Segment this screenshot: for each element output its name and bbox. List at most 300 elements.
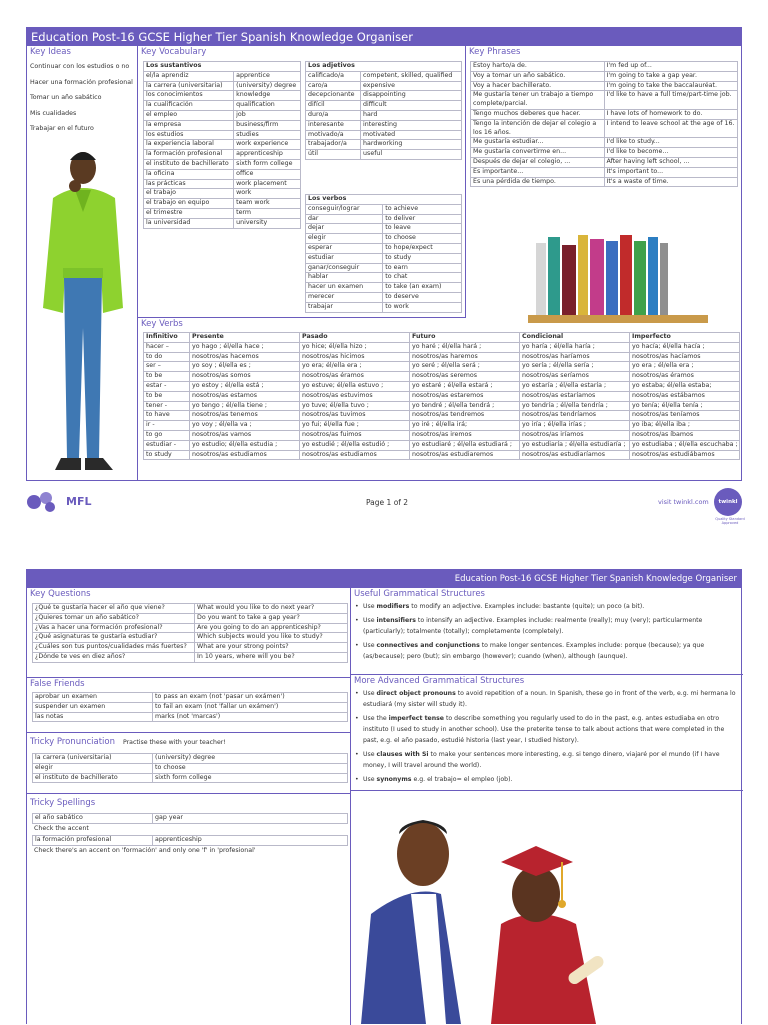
key-idea-item: Mis cualidades [30,109,77,117]
student-illustration [33,138,133,478]
table-cell: to be [144,372,190,382]
table-row [33,623,348,633]
table-cell: los conocimientos [144,91,234,101]
table-cell: yo voy ; él/ella va ; [190,421,300,431]
table-cell: hacer un examen [306,283,383,293]
table-cell: It's a waste of time. [604,177,738,187]
table-row [144,91,301,101]
table-cell: In 10 years, where will you be? [195,652,348,662]
table-cell: nosotros/as íbamos [630,430,740,440]
page-one [26,27,742,481]
table-row [144,150,301,160]
table-row [144,179,301,189]
table-cell: el instituto de bachillerato [33,773,153,783]
table-cell: I intend to leave school at the age of 16. [604,119,738,138]
table-cell: marks (not 'marcas') [153,712,348,722]
twinkl-logo: twinkl [714,488,742,516]
table-cell: university [234,218,301,228]
table-cell: to fail an exam (not 'fallar un exámen') [153,702,348,712]
table-cell: to study [144,450,190,460]
table-header-row [306,195,462,205]
table-cell: trabajador/a [306,140,361,150]
table-cell: nosotros/as seríamos [520,372,630,382]
nouns-table [143,61,301,229]
table-row [144,450,740,460]
spelling-word: el año sabático [33,814,153,824]
table-cell: work experience [234,140,301,150]
table-cell: nosotros/as fuimos [300,430,410,440]
phrases-table [470,61,738,187]
table-row [471,81,738,91]
table-cell: las notas [33,712,153,722]
table-cell: la experiencia laboral [144,140,234,150]
table-cell: calificado/a [306,71,361,81]
table-row [306,130,462,140]
table-row [471,71,738,81]
table-row [144,130,301,140]
table-cell: hacer – [144,342,190,352]
table-row [33,693,348,703]
table-cell: estar - [144,381,190,391]
table-row [144,218,301,228]
table-row [33,702,348,712]
table-cell: yo estudio; él/ella estudia ; [190,440,300,450]
table-row [306,283,462,293]
table-cell: Tengo muchos deberes que hacer. [471,109,605,119]
table-cell: knowledge [234,91,301,101]
pronunciation-table [32,753,348,783]
table-cell: el empleo [144,110,234,120]
table-cell: hard [361,110,462,120]
table-row [306,120,462,130]
verbs-table [305,194,462,313]
table-cell: ser – [144,362,190,372]
key-questions-panel [27,588,350,678]
table-cell: ¿Quieres tomar un año sabático? [33,613,195,623]
table-cell: la carrera (universitaria) [144,81,234,91]
table-cell: useful [361,150,462,160]
table-row [144,391,740,401]
table-cell: I'm fed up of... [604,62,738,72]
key-vocabulary-heading: Key Vocabulary [141,47,207,57]
table-cell: yo estudiaré ; él/ella estudiará ; [410,440,520,450]
table-cell: ¿Cuáles son tus puntos/cualidades más fuertes? [33,643,195,653]
table-cell: nosotros/as éramos [630,372,740,382]
table-cell: studies [234,130,301,140]
table-cell: to work [383,302,462,312]
table-cell: to deserve [383,292,462,302]
table-row [33,652,348,662]
table-row [306,150,462,160]
table-cell: difícil [306,101,361,111]
quality-badge-text: Quality Standard Approved [715,517,745,525]
table-cell: yo estaré ; él/ella estará ; [410,381,520,391]
table-cell: suspender un examen [33,702,153,712]
key-idea-item: Tomar un año sabático [30,94,102,101]
table-cell: tener - [144,401,190,411]
table-cell: la oficina [144,169,234,179]
table-header-row [144,62,301,72]
table-row [471,177,738,187]
spelling-meaning: gap year [153,814,348,824]
table-row [306,204,462,214]
table-row [306,81,462,91]
grammar-tip: • Use intensifiers to intensify an adjective. Examples include: realmente (really); muy (very); particularmente (particularly); totalmente (totally); completamente (completely). [351,615,743,637]
table-cell: el trabajo en equipo [144,199,234,209]
table-cell: yo iría ; él/ella irías ; [520,421,630,431]
table-cell: ganar/conseguir [306,263,383,273]
advanced-grammar-panel [351,675,743,791]
page-title: Education Post-16 GCSE Higher Tier Spanish Knowledge Organiser [27,28,741,46]
page-number: Page 1 of 2 [366,498,409,507]
table-cell: nosotros/as estudiamos [300,450,410,460]
table-row [144,81,301,91]
spellings-table-one [32,813,348,824]
table-cell: el trimestre [144,208,234,218]
table-cell: Es importante... [471,167,605,177]
table-cell: I'd like to study... [604,138,738,148]
table-cell: Estoy harto/a de. [471,62,605,72]
table-row [306,91,462,101]
table-row [306,224,462,234]
table-cell: ¿Dónde te ves en diez años? [33,652,195,662]
pronunciation-panel [27,733,350,794]
table-cell: team work [234,199,301,209]
key-phrases-heading: Key Phrases [469,47,521,57]
table-row [144,159,301,169]
table-cell: dar [306,214,383,224]
mfl-label: MFL [66,495,92,508]
table-cell: I'm going to take the baccalauréat. [604,81,738,91]
false-friends-heading: False Friends [30,679,85,689]
table-cell: la formación profesional [144,150,234,160]
table-cell: aprobar un examen [33,693,153,703]
table-cell: yo hago ; él/ella hace ; [190,342,300,352]
table-cell: Voy a tomar un año sabático. [471,71,605,81]
table-cell: la empresa [144,120,234,130]
table-row [33,712,348,722]
page-two [26,569,742,1024]
column-header: Infinitivo [144,333,190,343]
table-heading: Los adjetivos [306,62,462,72]
table-row [144,120,301,130]
table-cell: ¿Qué te gustaría hacer el año que viene? [33,604,195,614]
table-cell: Después de dejar el colegio, ... [471,157,605,167]
table-cell: yo iré ; él/ella irá; [410,421,520,431]
table-cell: Me gustaría tener un trabajo a tiempo complete/parcial. [471,91,605,110]
table-cell: nosotros/as estuvimos [300,391,410,401]
table-row [144,208,301,218]
table-cell: las prácticas [144,179,234,189]
questions-table [32,603,348,663]
table-cell: nosotros/as hicimos [300,352,410,362]
table-cell: I have lots of homework to do. [604,109,738,119]
table-cell: to have [144,411,190,421]
table-cell: disappointing [361,91,462,101]
table-cell: work placement [234,179,301,189]
column-header: Condicional [520,333,630,343]
table-cell: conseguir/lograr [306,204,383,214]
mfl-icon [26,490,58,514]
books-illustration [518,229,718,329]
table-cell: to study [383,253,462,263]
spelling-note-one: Check the accent [34,825,89,832]
table-cell: yo estaría ; él/ella estaría ; [520,381,630,391]
adjectives-table [305,61,462,160]
table-row [144,342,740,352]
table-cell: motivated [361,130,462,140]
table-cell: la carrera (universitaria) [33,754,153,764]
table-row [306,234,462,244]
table-cell: decepcionante [306,91,361,101]
spelling-word: la formación profesional [33,836,153,846]
table-cell: What are your strong points? [195,643,348,653]
table-cell: la cualificación [144,101,234,111]
table-cell: nosotros/as teníamos [630,411,740,421]
table-heading: Los sustantivos [144,62,301,72]
table-cell: esperar [306,243,383,253]
table-row [144,101,301,111]
table-cell: elegir [33,763,153,773]
table-cell: qualification [234,101,301,111]
page-two-title: Education Post-16 GCSE Higher Tier Spanish Knowledge Organiser [27,570,741,588]
key-idea-item: Trabajar en el futuro [30,125,94,132]
spellings-panel [27,794,350,868]
table-row [144,440,740,450]
table-cell: yo soy ; él/ella es ; [190,362,300,372]
table-row [33,773,348,783]
table-cell: to chat [383,273,462,283]
table-row [144,189,301,199]
grammar-tip: • Use the imperfect tense to describe something you regularly used to do in the past, e.g. antes estudiaba en otro instituto (I used to study in another school). Use the preterite tense to talk about actions that were completed in the past, e.g. el año pasado, estudié historia (last year, I studied history). [351,713,743,746]
table-cell: I'd like to have a full time/part-time job. [604,91,738,110]
table-cell: to hope/expect [383,243,462,253]
table-cell: yo estaba; él/ella estaba; [630,381,740,391]
table-cell: yo iba; él/ella iba ; [630,421,740,431]
table-cell: expensive [361,81,462,91]
table-cell: to deliver [383,214,462,224]
false-friends-panel [27,678,350,733]
table-row [471,167,738,177]
table-row [144,401,740,411]
table-row [33,613,348,623]
table-row [306,243,462,253]
grammar-tip: • Use connectives and conjunctions to make longer sentences. Examples include: porque (because); ya que (as/because); pero (but); sin embargo (however); cuando (when), although (aunque). [351,640,743,662]
key-questions-heading: Key Questions [30,589,91,599]
table-row [33,604,348,614]
table-row [471,148,738,158]
table-cell: Me gustaría convertirme en... [471,148,605,158]
table-cell: estudiar - [144,440,190,450]
table-cell: yo sería ; él/ella sería ; [520,362,630,372]
table-row [306,292,462,302]
table-cell: estudiar [306,253,383,263]
table-row [306,263,462,273]
table-cell: I'm going to take a gap year. [604,71,738,81]
right-column [351,588,743,1025]
table-cell: útil [306,150,361,160]
table-cell: to earn [383,263,462,273]
table-cell: to achieve [383,204,462,214]
table-cell: apprenticeship [234,150,301,160]
table-cell: competent, skilled, qualified [361,71,462,81]
table-cell: nosotros/as estudiaremos [410,450,520,460]
grammar-tip: • Use direct object pronouns to avoid repetition of a noun. In Spanish, these go in front of the verb, e.g. mi hermana lo estudiará (my sister will study it). [351,688,743,710]
advanced-grammar-heading: More Advanced Grammatical Structures [354,676,525,686]
table-cell: caro/a [306,81,361,91]
table-cell: yo tuve; él/ella tuvo ; [300,401,410,411]
table-cell: to pass an exam (not 'pasar un exámen') [153,693,348,703]
spellings-heading: Tricky Spellings [30,798,96,808]
table-cell: Do you want to take a gap year? [195,613,348,623]
table-header-row [306,62,462,72]
grammar-tip: • Use synonyms e.g. el trabajo= el empleo (job). [351,774,743,785]
table-cell: yo hice; él/ella hizo ; [300,342,410,352]
table-cell: (university) degree [153,754,348,764]
table-row [144,381,740,391]
footer [26,484,745,525]
table-cell: Which subjects would you like to study? [195,633,348,643]
table-cell: nosotros/as hacíamos [630,352,740,362]
table-cell: nosotros/as iremos [410,430,520,440]
table-cell: Es una pérdida de tiempo. [471,177,605,187]
table-cell: to be [144,391,190,401]
table-cell: sixth form college [234,159,301,169]
table-cell: nosotros/as estudiaríamos [520,450,630,460]
table-cell: merecer [306,292,383,302]
table-row [306,302,462,312]
spelling-meaning: apprenticeship [153,836,348,846]
table-row [33,836,348,846]
table-cell: yo haría ; él/ella haría ; [520,342,630,352]
table-cell: to choose [153,763,348,773]
table-row [471,138,738,148]
table-cell: I'd like to become... [604,148,738,158]
table-cell: yo era; él/ella era ; [300,362,410,372]
table-cell: ir - [144,421,190,431]
table-cell: el trabajo [144,189,234,199]
table-cell: apprentice [234,71,301,81]
table-row [144,110,301,120]
table-row [306,110,462,120]
pronunciation-heading-row [27,733,350,749]
table-row [471,119,738,138]
table-heading: Los verbos [306,195,462,205]
table-cell: nosotros/as seremos [410,372,520,382]
table-cell: yo estudiaría ; él/ella estudiaría ; [520,440,630,450]
table-row [306,101,462,111]
table-row [33,763,348,773]
table-cell: to go [144,430,190,440]
table-cell: term [234,208,301,218]
table-cell: interesting [361,120,462,130]
grammar-tip: • Use clauses with Si to make your sentences more interesting, e.g. si tengo dinero, viajaré por el mundo (if I have money, I will travel around the world). [351,749,743,771]
table-row [471,91,738,110]
table-cell: to take (an exam) [383,283,462,293]
table-row [306,140,462,150]
table-row [144,71,301,81]
table-cell: Me gustaría estudiar... [471,138,605,148]
grammar-tip: • Use modifiers to modify an adjective. Examples include: bastante (quite); un poco (a bit). [351,601,743,612]
table-cell: nosotros/as estaremos [410,391,520,401]
left-column [27,588,351,1025]
key-idea-item: Continuar con los estudios o no [30,63,130,70]
key-verbs-panel [138,318,743,481]
table-cell: nosotros/as tenemos [190,411,300,421]
grammar-heading: Useful Grammatical Structures [354,589,485,599]
key-idea-item: Hacer una formación profesional [30,78,133,86]
table-cell: yo hacía; él/ella hacía ; [630,342,740,352]
table-cell: duro/a [306,110,361,120]
table-cell: nosotros/as tendríamos [520,411,630,421]
table-cell: What would you like to do next year? [195,604,348,614]
table-cell: Voy a hacer bachillerato. [471,81,605,91]
table-cell: office [234,169,301,179]
pronunciation-heading: Tricky Pronunciation [30,737,115,747]
table-cell: los estudios [144,130,234,140]
table-row [144,169,301,179]
table-cell: After having left school, ... [604,157,738,167]
key-verbs-heading: Key Verbs [141,319,183,329]
table-cell: job [234,110,301,120]
table-cell: yo tengo ; él/ella tiene ; [190,401,300,411]
table-cell: dejar [306,224,383,234]
twinkl-link[interactable]: visit twinkl.com [658,498,709,506]
table-cell: nosotros/as hacemos [190,352,300,362]
column-header: Presente [190,333,300,343]
pronunciation-note: Practise these with your teacher! [123,739,226,746]
table-cell: elegir [306,234,383,244]
table-cell: work [234,189,301,199]
table-cell: nosotros/as somos [190,372,300,382]
key-ideas-heading: Key Ideas [30,47,71,57]
table-cell: It's important to... [604,167,738,177]
table-cell: yo seré ; él/ella será ; [410,362,520,372]
table-cell: yo era ; él/ella era ; [630,362,740,372]
table-cell: yo tendría ; él/ella tendría ; [520,401,630,411]
table-cell: yo estuve; él/ella estuvo ; [300,381,410,391]
table-cell: to leave [383,224,462,234]
table-cell: to choose [383,234,462,244]
table-cell: motivado/a [306,130,361,140]
grammar-panel [351,588,743,675]
table-cell: to do [144,352,190,362]
table-cell: nosotros/as tuvimos [300,411,410,421]
false-friends-table [32,692,348,722]
advanced-grammar-list [351,688,743,785]
table-cell: yo estoy ; él/ella está ; [190,381,300,391]
table-cell: nosotros/as estábamos [630,391,740,401]
table-cell: nosotros/as estudiábamos [630,450,740,460]
table-cell: nosotros/as estamos [190,391,300,401]
table-cell: nosotros/as tendremos [410,411,520,421]
table-cell: difficult [361,101,462,111]
table-cell: la universidad [144,218,234,228]
table-cell: nosotros/as estudiamos [190,450,300,460]
table-row [144,430,740,440]
table-cell: nosotros/as estaríamos [520,391,630,401]
table-cell: ¿Vas a hacer una formación profesional? [33,623,195,633]
table-row [306,214,462,224]
table-row [306,273,462,283]
table-row [471,109,738,119]
spelling-note-two: Check there's an accent on 'formación' and only one 'f' in 'profesional' [34,847,256,854]
table-cell: Are you going to do an apprenticeship? [195,623,348,633]
table-cell: el/la aprendiz [144,71,234,81]
key-ideas-list [27,59,137,137]
grammar-list [351,601,743,662]
table-cell: yo fui; él/ella fue ; [300,421,410,431]
